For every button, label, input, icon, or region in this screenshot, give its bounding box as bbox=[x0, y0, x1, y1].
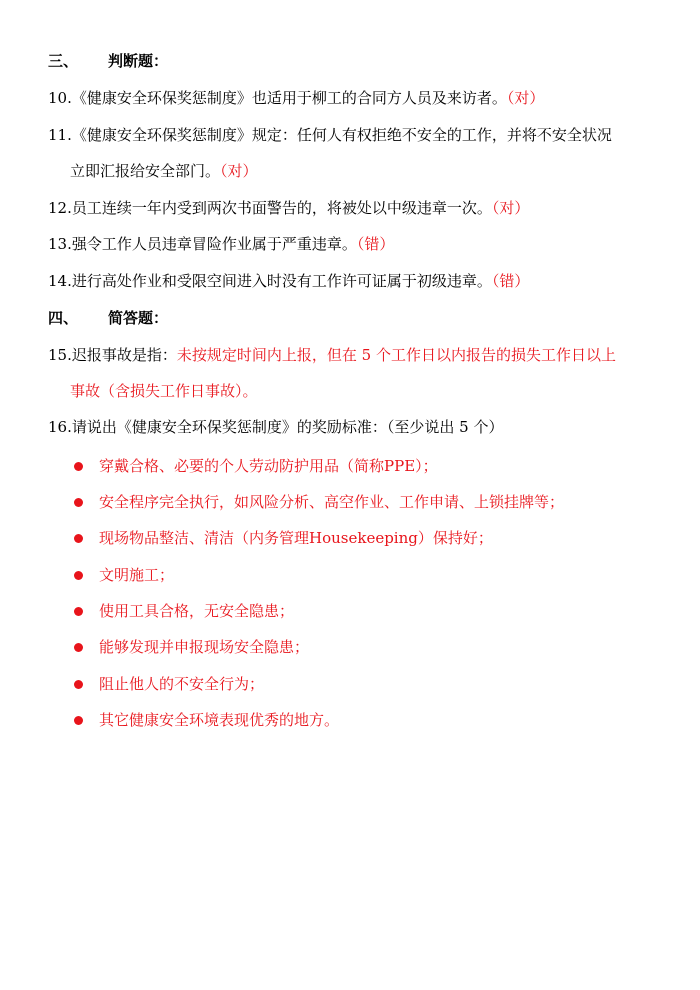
question-text: 立即汇报给安全部门。 bbox=[70, 162, 221, 180]
question-11 bbox=[48, 124, 612, 146]
question-text: 《健康安全环保奖惩制度》规定：任何人有权拒绝不安全的工作，并将不安全状况 bbox=[71, 126, 612, 144]
bullet-item bbox=[74, 600, 294, 622]
answer-text: （错） bbox=[356, 235, 395, 253]
question-12 bbox=[48, 197, 529, 219]
bullet-text: 穿戴合格、必要的个人劳动防护用品（简称PPE）； bbox=[99, 457, 438, 475]
question-15 bbox=[48, 344, 616, 366]
answer-text: 未按规定时间内上报，但在 5 个工作日以内报告的损失工作日以上 bbox=[176, 346, 616, 364]
bullet-dot-icon bbox=[74, 571, 83, 580]
bullet-item bbox=[74, 491, 564, 513]
bullet-text: 其它健康安全环境表现优秀的地方。 bbox=[99, 711, 340, 729]
question-text: 《健康安全环保奖惩制度》也适用于柳工的合同方人员及来访者。 bbox=[71, 89, 507, 107]
question-number: 12. bbox=[48, 199, 72, 217]
bullet-text: 安全程序完全执行，如风险分析、高空作业、工作申请、上锁挂牌等； bbox=[99, 493, 565, 511]
bullet-text: 阻止他人的不安全行为； bbox=[99, 675, 265, 693]
bullet-dot-icon bbox=[74, 498, 83, 507]
bullet-text: 使用工具合格，无安全隐患； bbox=[99, 602, 295, 620]
bullet-item bbox=[74, 527, 493, 549]
question-10 bbox=[48, 87, 544, 109]
bullet-dot-icon bbox=[74, 607, 83, 616]
question-text: 进行高处作业和受限空间进入时没有工作许可证属于初级违章。 bbox=[71, 272, 492, 290]
question-text: 员工连续一年内受到两次书面警告的，将被处以中级违章一次。 bbox=[71, 199, 492, 217]
bullet-text: 文明施工； bbox=[99, 566, 175, 584]
section-title: 判断题： bbox=[108, 52, 169, 70]
bullet-item bbox=[74, 455, 438, 477]
question-16 bbox=[48, 416, 503, 438]
section-heading-judgment bbox=[48, 50, 168, 72]
question-11-continued bbox=[70, 160, 258, 182]
question-number: 13. bbox=[48, 235, 72, 253]
answer-text: （对） bbox=[506, 89, 545, 107]
question-13 bbox=[48, 233, 394, 255]
bullet-item bbox=[74, 673, 264, 695]
section-number: 三、 bbox=[48, 52, 79, 70]
answer-text: 事故（含损失工作日事故）。 bbox=[70, 382, 258, 400]
bullet-dot-icon bbox=[74, 462, 83, 471]
bullet-text: 现场物品整洁、清洁（内务管理Housekeeping）保持好； bbox=[99, 529, 493, 547]
question-number: 14. bbox=[48, 272, 72, 290]
question-number: 16. bbox=[48, 418, 72, 436]
section-heading-short-answer bbox=[48, 307, 168, 329]
question-text: 请说出《健康安全环保奖惩制度》的奖励标准：（至少说出 5 个） bbox=[71, 418, 504, 436]
bullet-dot-icon bbox=[74, 716, 83, 725]
question-15-continued bbox=[70, 380, 258, 402]
bullet-dot-icon bbox=[74, 680, 83, 689]
question-number: 15. bbox=[48, 346, 72, 364]
section-number: 四、 bbox=[48, 309, 79, 327]
bullet-text: 能够发现并申报现场安全隐患； bbox=[99, 638, 310, 656]
section-title: 简答题： bbox=[108, 309, 169, 327]
question-text: 强令工作人员违章冒险作业属于严重违章。 bbox=[71, 235, 357, 253]
bullet-item bbox=[74, 564, 174, 586]
question-text: 迟报事故是指： bbox=[71, 346, 177, 364]
bullet-item bbox=[74, 709, 339, 731]
bullet-item bbox=[74, 636, 309, 658]
bullet-dot-icon bbox=[74, 534, 83, 543]
answer-text: （错） bbox=[491, 272, 530, 290]
question-14 bbox=[48, 270, 529, 292]
question-number: 11. bbox=[48, 126, 72, 144]
answer-text: （对） bbox=[491, 199, 530, 217]
bullet-dot-icon bbox=[74, 643, 83, 652]
question-number: 10. bbox=[48, 89, 72, 107]
answer-text: （对） bbox=[220, 162, 258, 180]
